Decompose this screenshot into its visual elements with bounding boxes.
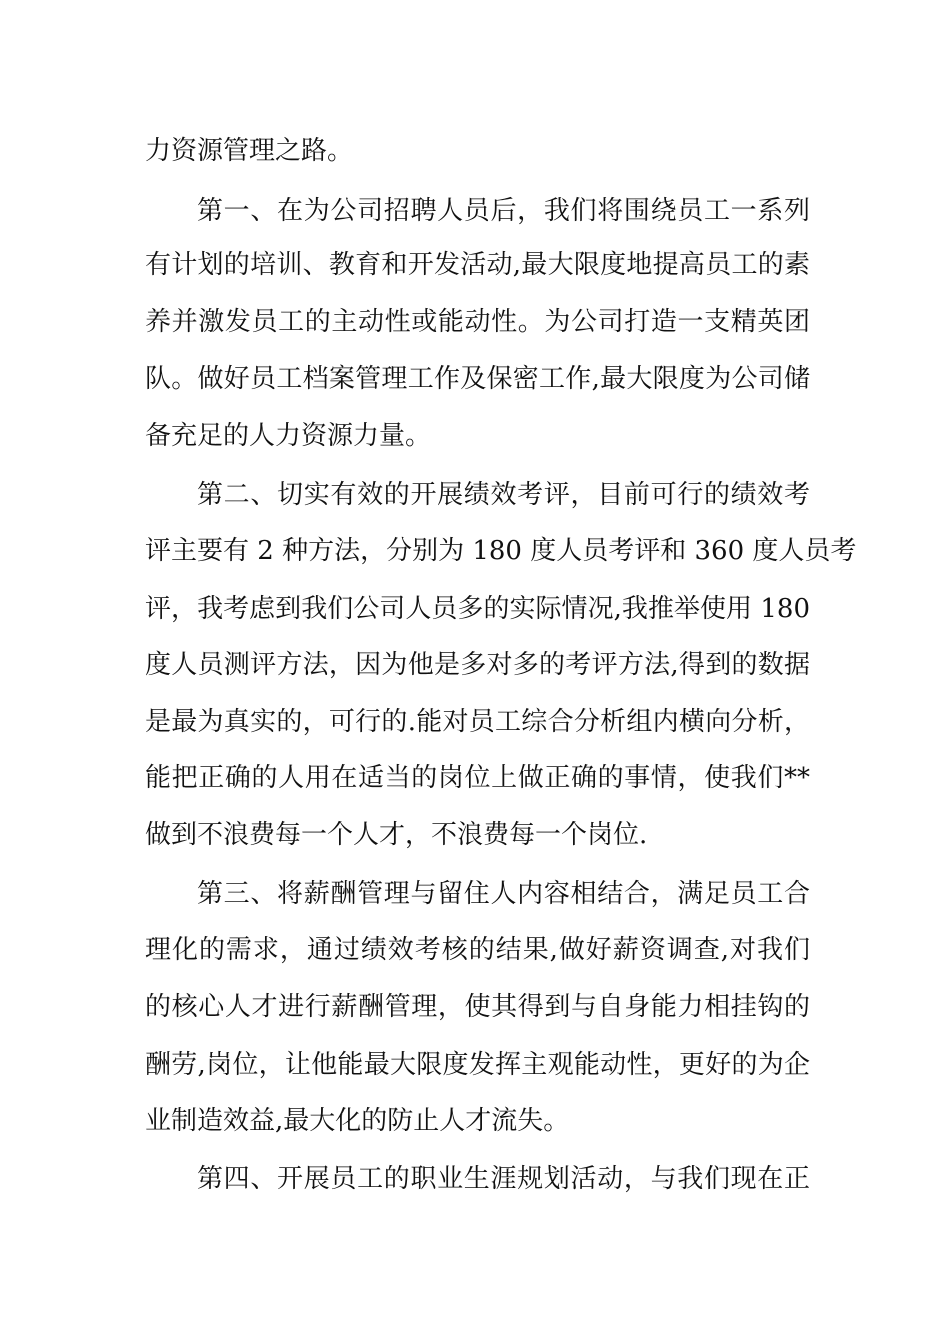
text-line: 的核心人才进行薪酬管理，使其得到与自身能力相挂钩的 bbox=[145, 992, 810, 1022]
paragraph-first-line: 第二、切实有效的开展绩效考评，目前可行的绩效考 bbox=[197, 480, 810, 510]
text-line: 是最为真实的，可行的.能对员工综合分析组内横向分析， bbox=[145, 707, 810, 737]
text-line: 业制造效益,最大化的防止人才流失。 bbox=[145, 1106, 570, 1136]
text-line: 评主要有 2 种方法，分别为 180 度人员考评和 360 度人员考 bbox=[145, 536, 857, 566]
text-line: 力资源管理之路。 bbox=[145, 136, 354, 166]
text-line: 队。做好员工档案管理工作及保密工作,最大限度为公司储 bbox=[145, 364, 810, 394]
paragraph-first-line: 第一、在为公司招聘人员后，我们将围绕员工一系列 bbox=[197, 196, 810, 226]
text-line: 度人员测评方法，因为他是多对多的考评方法,得到的数据 bbox=[145, 650, 810, 680]
text-line: 能把正确的人用在适当的岗位上做正确的事情，使我们** bbox=[145, 763, 810, 793]
text-line: 做到不浪费每一个人才，不浪费每一个岗位. bbox=[145, 820, 648, 850]
text-line: 有计划的培训、教育和开发活动,最大限度地提高员工的素 bbox=[145, 250, 810, 280]
text-line: 备充足的人力资源力量。 bbox=[145, 421, 432, 451]
paragraph-first-line: 第三、将薪酬管理与留住人内容相结合，满足员工合 bbox=[197, 879, 810, 909]
text-line: 酬劳,岗位，让他能最大限度发挥主观能动性，更好的为企 bbox=[145, 1050, 810, 1080]
text-line: 评，我考虑到我们公司人员多的实际情况,我推举使用 180 bbox=[145, 594, 810, 624]
paragraph-first-line: 第四、开展员工的职业生涯规划活动，与我们现在正 bbox=[197, 1164, 810, 1194]
text-line: 理化的需求，通过绩效考核的结果,做好薪资调查,对我们 bbox=[145, 935, 810, 965]
text-line: 养并激发员工的主动性或能动性。为公司打造一支精英团 bbox=[145, 307, 810, 337]
